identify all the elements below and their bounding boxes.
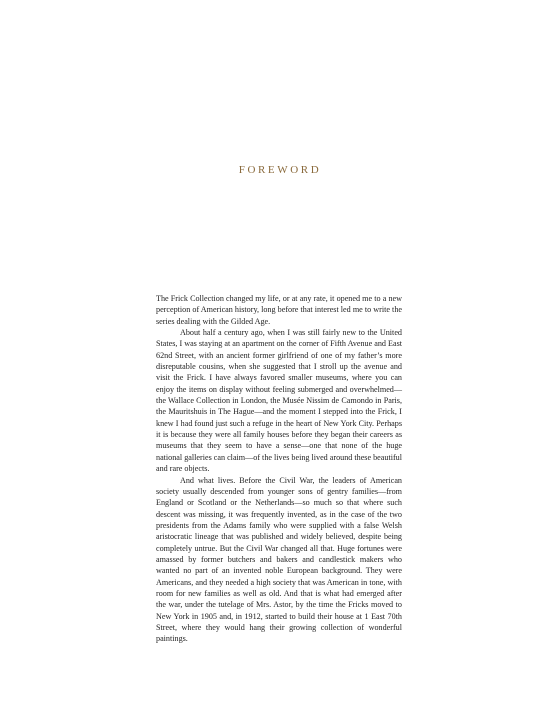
- paragraph-3: And what lives. Before the Civil War, the leaders of American society usually descended from younger sons of gentry families—from England or Scotland or the Netherlands—so much so that where such descent was missing, it was frequently invented, as in the case of the two presidents from the Adams family who were supplied with a false Welsh aristocratic lineage that was published and widely believed, despite being completely untrue. But the Civil War changed all that. Huge fortunes were amassed by former butchers and bakers and candlestick makers who wanted no part of an invented noble European background. They were Americans, and they needed a high society that was American in tone, with room for new families as well as old. And that is what had emerged after the war, under the tutelage of Mrs. Astor, by the time the Fricks moved to New York in 1905 and, in 1912, started to build their house at 1 East 70th Street, where they would hang their growing collection of wonderful paintings.: [156, 475, 402, 644]
- paragraph-2: About half a century ago, when I was still fairly new to the United States, I was staying at an apartment on the corner of Fifth Avenue and East 62nd Street, with an ancient former girlfriend of one of my father’s more disreputable cousins, when she suggested that I stroll up the avenue and visit the Frick. I have always favored smaller museums, where you can enjoy the items on display without feeling submerged and overwhelmed—the Wallace Collection in London, the Musée Nissim de Camondo in Paris, the Mauritshuis in The Hague—and the moment I stepped into the Frick, I knew I had found just such a refuge in the heart of New York City. Perhaps it is because they were all family houses before they began their careers as museums that they seem to have a sense—one that none of the huge national galleries can claim—of the lives being lived around these beautiful and rare objects.: [156, 328, 403, 474]
- foreword-body: [156, 293, 402, 645]
- chapter-heading: FOREWORD: [238, 164, 322, 176]
- paragraph-1: The Frick Collection changed my life, or at any rate, it opened me to a new perception of American history, long before that interest led me to write the series dealing with the Gilded Age.: [156, 294, 402, 326]
